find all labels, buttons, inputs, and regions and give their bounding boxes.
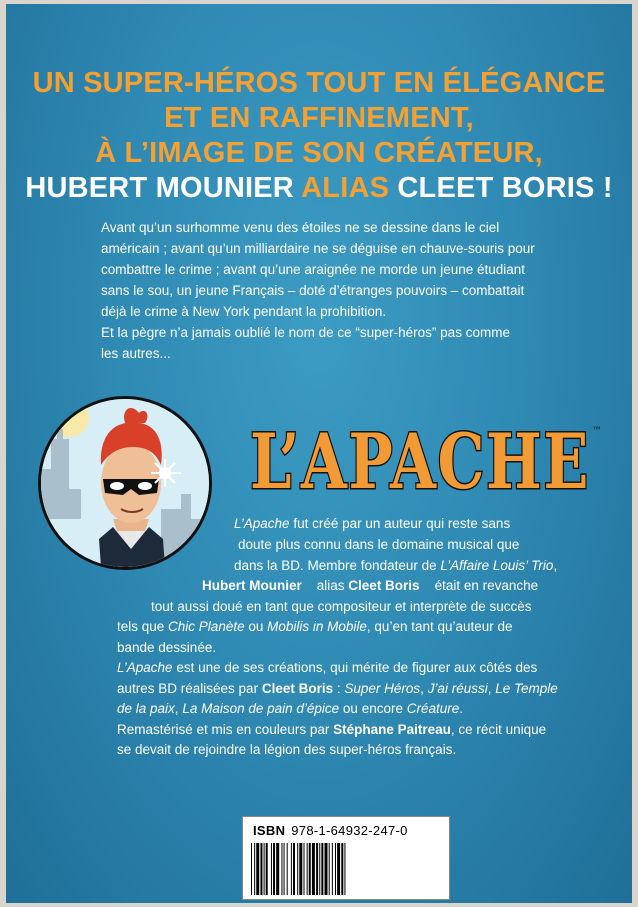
tagline-author-name: HUBERT MOUNIER [25, 172, 294, 204]
description-line: doute plus connu dans le domaine musical que [238, 537, 520, 552]
intro-line: déjà le crime à New York pendant la prohibition. [101, 304, 387, 319]
barcode-bars [251, 843, 441, 895]
description-line: se devait de rejoindre la légion des super-héros français. [117, 742, 457, 757]
description-line: autres BD réalisées par Cleet Boris : Super Héros, J’ai réussi, Le Temple [117, 681, 558, 696]
description-line: Hubert Mounier alias Cleet Boris était en revanche [202, 578, 539, 593]
intro-line: Et la pègre n’a jamais oublié le nom de ce “super-héros” pas comme [101, 325, 510, 340]
tagline [6, 66, 632, 206]
logo-trademark: ™ [592, 426, 602, 437]
isbn-text [253, 823, 408, 838]
back-cover [6, 4, 632, 903]
lapache-logo [246, 416, 606, 498]
intro-line: Avant qu’un surhomme venu des étoiles ne se dessine dans le ciel [101, 220, 500, 235]
description-line: tels que Chic Planète ou Mobilis in Mobile, qu’en tant qu’auteur de [117, 619, 513, 634]
isbn-number: 978-1-64932-247-0 [291, 823, 408, 838]
intro-line: américain ; avant qu’un milliardaire ne se déguise en chauve-souris pour [101, 241, 535, 256]
logo-title: L’APACHE [250, 417, 590, 498]
tagline-line-2: ET EN RAFFINEMENT, [164, 102, 474, 134]
description-line: L’Apache fut créé par un auteur qui reste sans [234, 516, 511, 531]
intro-line: sans le sou, un jeune Français – doté d’étranges pouvoirs – combattait [101, 283, 525, 298]
description-line: Remastérisé et mis en couleurs par Stéphane Paitreau, ce récit unique [117, 722, 547, 737]
description-line: L’Apache est une de ses créations, qui mérite de figurer aux côtés des [117, 660, 538, 675]
intro-line: les autres... [101, 346, 171, 361]
isbn-label: ISBN [253, 823, 286, 838]
tagline-pseudonym: CLEET BORIS ! [397, 172, 613, 204]
description-line: de la paix, La Maison de pain d’épice ou encore Créature. [117, 701, 464, 716]
barcode [242, 816, 450, 900]
intro-paragraph [101, 217, 541, 364]
tagline-line-3: À L’IMAGE DE SON CRÉATEUR, [95, 137, 543, 169]
description-line: bande dessinée. [117, 640, 217, 655]
hero-portrait [38, 396, 212, 570]
intro-line: combattre le crime ; avant qu’une araignée ne morde un jeune étudiant [101, 262, 526, 277]
tagline-alias: ALIAS [301, 172, 390, 204]
description-line: tout aussi doué en tant que compositeur et interprète de succès [151, 599, 532, 614]
description-line: dans la BD. Membre fondateur de L’Affaire Louis’ Trio, [234, 558, 558, 573]
tagline-line-1: UN SUPER-HÉROS TOUT EN ÉLÉGANCE [32, 67, 606, 99]
